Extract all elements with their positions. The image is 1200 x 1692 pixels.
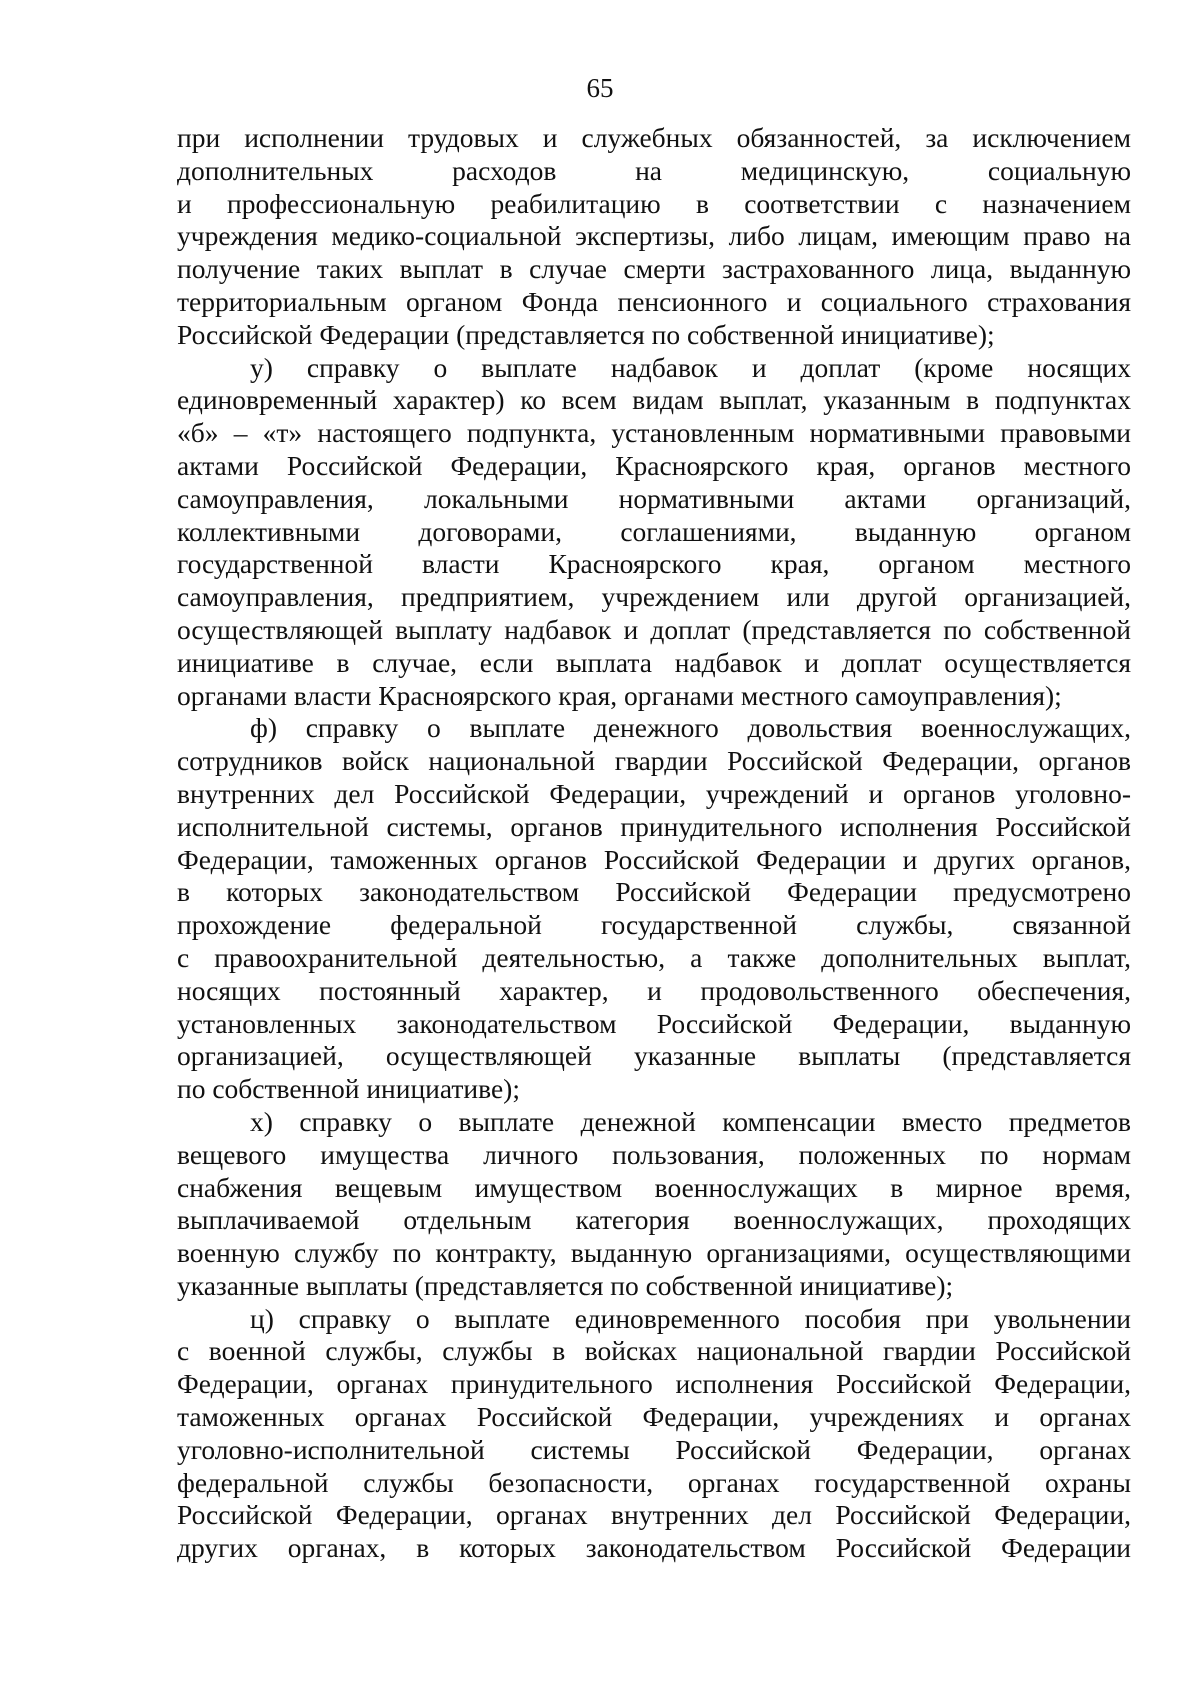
text-line: единовременный характер) ко всем видам выплат, указанным в подпунктах [177, 384, 1131, 416]
text-line: Федерации, органах принудительного исполнения Российской Федерации, [177, 1368, 1131, 1400]
text-line: «б» – «т» настоящего подпункта, установленным нормативными правовыми [177, 417, 1131, 449]
text-line: осуществляющей выплату надбавок и доплат (представляется по собственной [177, 613, 1131, 645]
text-line: с правоохранительной деятельностью, а также дополнительных выплат, [177, 941, 1131, 973]
text-line: исполнительной системы, органов принудительного исполнения Российской [177, 810, 1131, 842]
text-line: по собственной инициативе); [177, 1073, 520, 1105]
text-line: ф) справку о выплате денежного довольствия военнослужащих, [250, 712, 1131, 744]
text-line: Российской Федерации (представляется по собственной инициативе); [177, 318, 995, 350]
text-line: дополнительных расходов на медицинскую, социальную [177, 154, 1131, 186]
text-line: выплачиваемой отдельным категория военнослужащих, проходящих [177, 1204, 1131, 1236]
document-body [177, 122, 1131, 1565]
text-line: территориальным органом Фонда пенсионного и социального страхования [177, 285, 1131, 317]
text-line: самоуправления, локальными нормативными актами организаций, [177, 482, 1131, 514]
text-line: самоуправления, предприятием, учреждением или другой организацией, [177, 581, 1131, 613]
text-line: вещевого имущества личного пользования, положенных по нормам [177, 1138, 1131, 1170]
text-line: Российской Федерации, органах внутренних дел Российской Федерации, [177, 1499, 1131, 1531]
text-line: ц) справку о выплате единовременного пособия при увольнении [250, 1302, 1131, 1334]
text-line: инициативе в случае, если выплата надбавок и доплат осуществляется [177, 646, 1131, 678]
text-line: других органах, в которых законодательством Российской Федерации [177, 1532, 1131, 1564]
text-line: актами Российской Федерации, Красноярского края, органов местного [177, 449, 1131, 481]
page-number: 65 [586, 73, 614, 103]
text-line: при исполнении трудовых и служебных обязанностей, за исключением [177, 122, 1131, 153]
text-line: федеральной службы безопасности, органах государственной охраны [177, 1466, 1131, 1498]
paragraph-continuation [177, 122, 1131, 352]
text-line: носящих постоянный характер, и продовольственного обеспечения, [177, 974, 1131, 1006]
text-line: в которых законодательством Российской Федерации предусмотрено [177, 876, 1131, 908]
text-line: установленных законодательством Российской Федерации, выданную [177, 1007, 1131, 1039]
text-line: внутренних дел Российской Федерации, учреждений и органов уголовно- [177, 777, 1131, 809]
text-line: органами власти Красноярского края, органами местного самоуправления); [177, 679, 1062, 711]
text-line: с военной службы, службы в войсках национальной гвардии Российской [177, 1335, 1131, 1367]
paragraph-item-ts [177, 1303, 1131, 1565]
text-line: военную службу по контракту, выданную организациями, осуществляющими [177, 1237, 1131, 1269]
text-line: коллективными договорами, соглашениями, выданную органом [177, 515, 1131, 547]
text-line: таможенных органах Российской Федерации, учреждениях и органах [177, 1401, 1131, 1433]
text-line: прохождение федеральной государственной службы, связанной [177, 909, 1131, 941]
text-line: Федерации, таможенных органов Российской Федерации и других органов, [177, 843, 1131, 875]
text-line: получение таких выплат в случае смерти застрахованного лица, выданную [177, 253, 1131, 285]
paragraph-item-u [177, 352, 1131, 713]
text-line: учреждения медико-социальной экспертизы, либо лицам, имеющим право на [177, 220, 1131, 252]
text-line: и профессиональную реабилитацию в соответствии с назначением [177, 187, 1131, 219]
text-line: государственной власти Красноярского края, органом местного [177, 548, 1131, 580]
paragraph-item-kh [177, 1106, 1131, 1303]
text-line: организацией, осуществляющей указанные выплаты (представляется [177, 1040, 1131, 1072]
text-line: указанные выплаты (представляется по собственной инициативе); [177, 1269, 954, 1301]
text-line: сотрудников войск национальной гвардии Российской Федерации, органов [177, 745, 1131, 777]
text-line: х) справку о выплате денежной компенсации вместо предметов [250, 1105, 1131, 1137]
text-line: уголовно-исполнительной системы Российской Федерации, органах [177, 1433, 1131, 1465]
paragraph-item-f [177, 712, 1131, 1106]
text-line: снабжения вещевым имуществом военнослужащих в мирное время, [177, 1171, 1131, 1203]
text-line: у) справку о выплате надбавок и доплат (кроме носящих [250, 351, 1131, 383]
